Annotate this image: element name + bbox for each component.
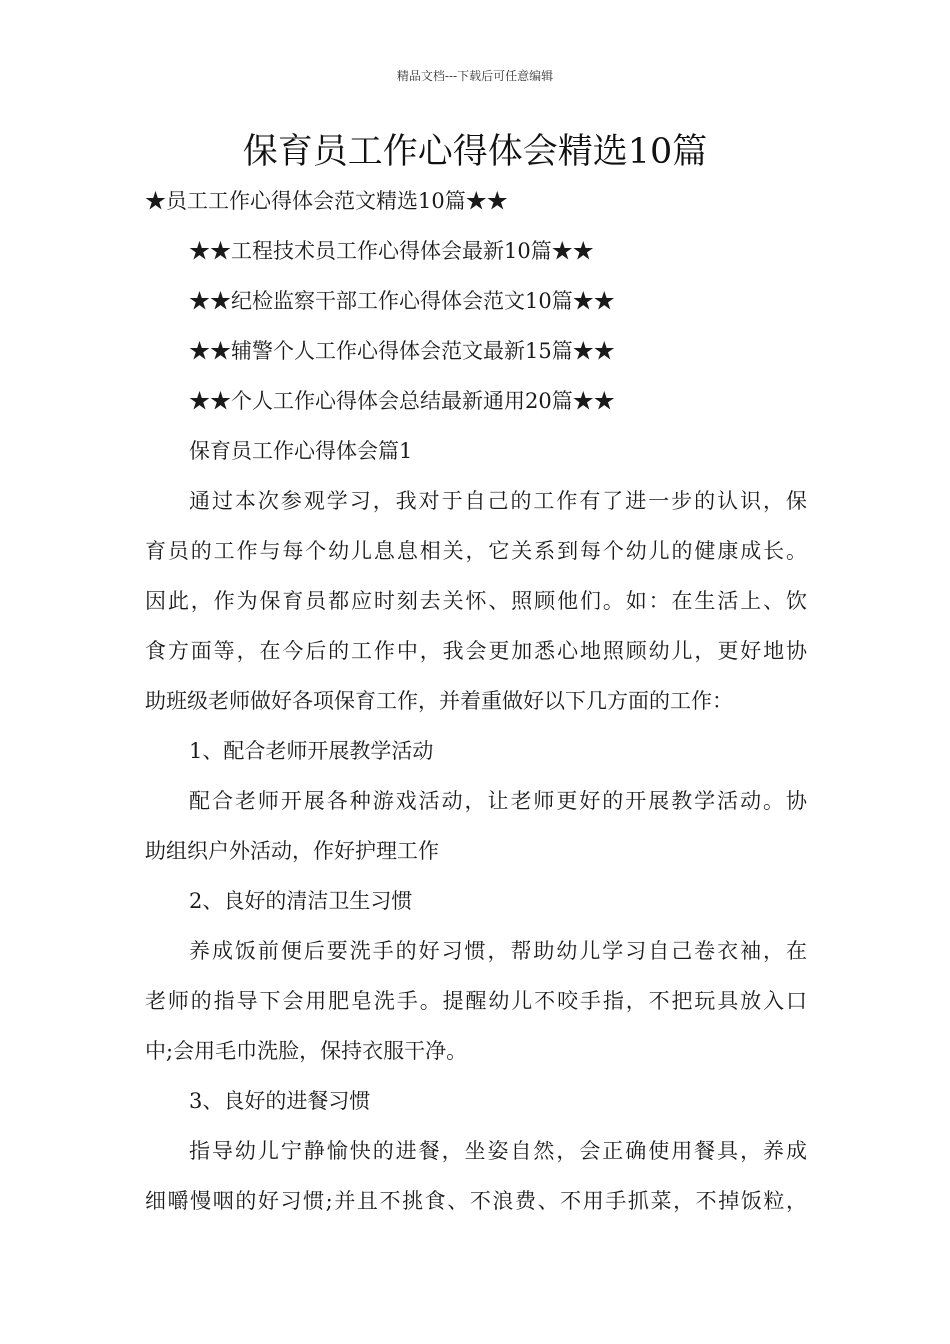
text-line: ★员工工作心得体会范文精选10篇★★: [145, 189, 508, 213]
text-line: 细嚼慢咽的好习惯;并且不挑食、不浪费、不用手抓菜，不掉饭粒，: [145, 1189, 807, 1213]
text-line: 保育员工作心得体会篇1: [189, 439, 413, 463]
text-line: 通过本次参观学习，我对于自己的工作有了进一步的认识，保: [189, 489, 807, 513]
text-line: 助班级老师做好各项保育工作，并着重做好以下几方面的工作：: [145, 689, 733, 713]
text-line: 1、配合老师开展教学活动: [189, 739, 434, 763]
text-line: ★★个人工作心得体会总结最新通用20篇★★: [189, 389, 615, 413]
text-line: ★★工程技术员工作心得体会最新10篇★★: [189, 239, 594, 263]
document-title: 保育员工作心得体会精选10篇: [242, 132, 708, 172]
text-line: 养成饭前便后要洗手的好习惯，帮助幼儿学习自己卷衣袖，在: [189, 939, 807, 963]
text-line: ★★辅警个人工作心得体会范文最新15篇★★: [189, 339, 615, 363]
text-line: 2、良好的清洁卫生习惯: [189, 889, 413, 913]
text-line: 食方面等，在今后的工作中，我会更加悉心地照顾幼儿，更好地协: [145, 639, 807, 663]
text-line: 助组织户外活动，作好护理工作: [145, 839, 439, 863]
text-line: 3、良好的进餐习惯: [189, 1089, 371, 1113]
text-line: 因此，作为保育员都应时刻去关怀、照顾他们。如：在生活上、饮: [145, 589, 807, 613]
header-note: 精品文档---下载后可任意编辑: [396, 69, 554, 83]
text-line: 老师的指导下会用肥皂洗手。提醒幼儿不咬手指，不把玩具放入口: [145, 989, 807, 1013]
document-body: [145, 176, 807, 1226]
text-line: ★★纪检监察干部工作心得体会范文10篇★★: [189, 289, 615, 313]
text-line: 育员的工作与每个幼儿息息相关，它关系到每个幼儿的健康成长。: [145, 539, 807, 563]
text-line: 配合老师开展各种游戏活动，让老师更好的开展教学活动。协: [189, 789, 807, 813]
text-line: 中;会用毛巾洗脸，保持衣服干净。: [145, 1039, 468, 1063]
text-line: 指导幼儿宁静愉快的进餐，坐姿自然，会正确使用餐具，养成: [189, 1139, 807, 1163]
